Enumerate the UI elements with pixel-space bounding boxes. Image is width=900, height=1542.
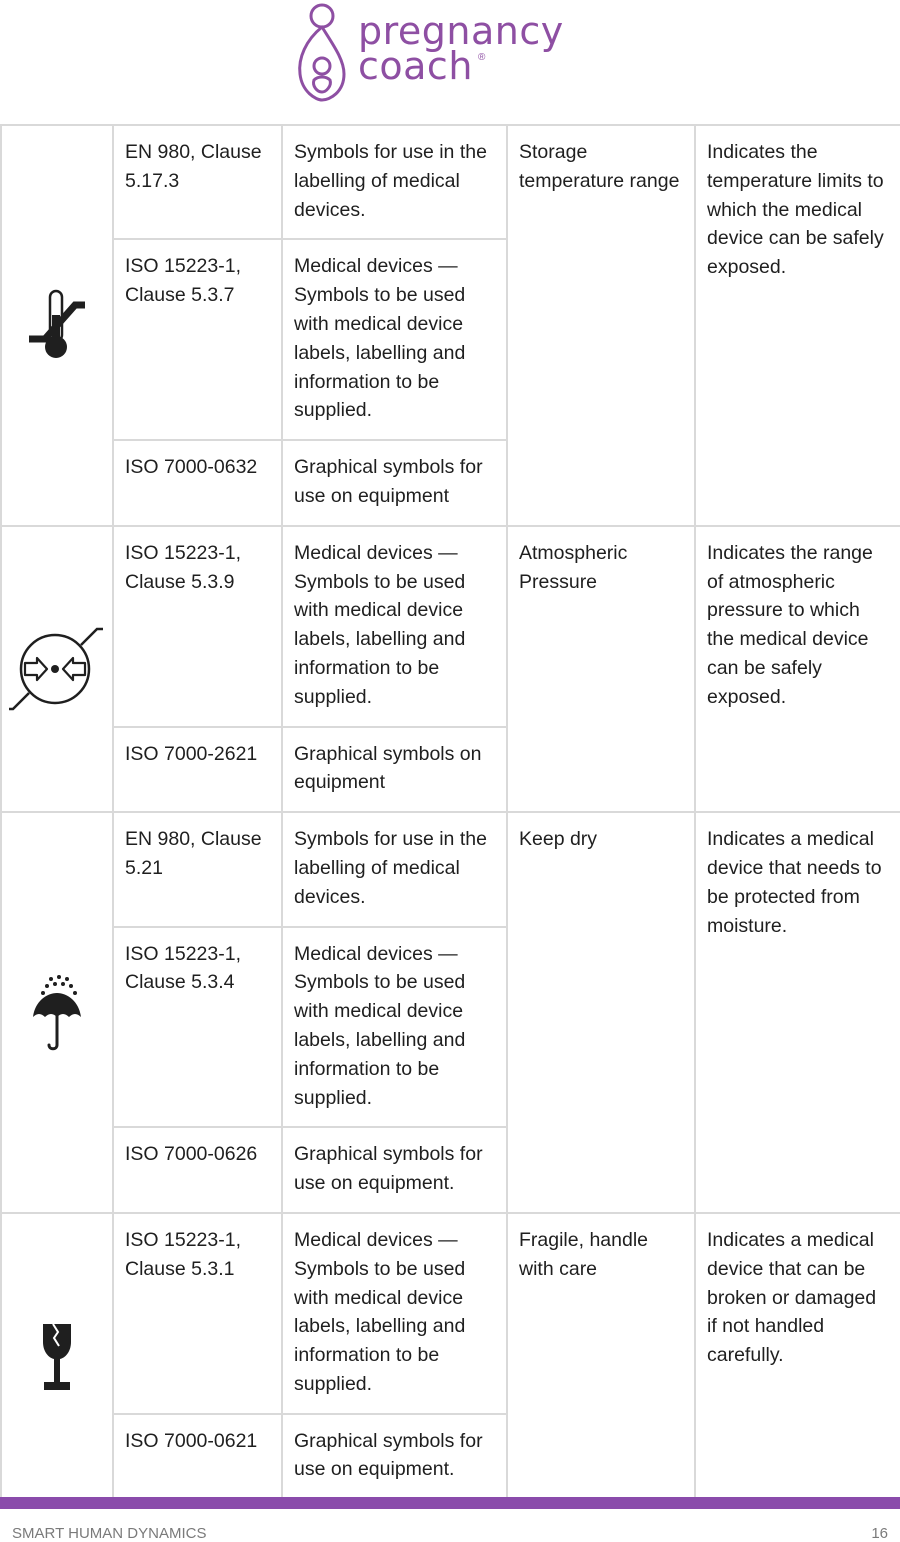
standard-ref: ISO 15223-1, Clause 5.3.1 — [113, 1213, 282, 1414]
standard-title: Medical devices — Symbols to be used with medical device labels, labelling and information to be supplied. — [282, 1213, 507, 1414]
standard-title: Graphical symbols for use on equipment. — [282, 1414, 507, 1500]
standard-ref: ISO 15223-1, Clause 5.3.9 — [113, 526, 282, 727]
logo-mark-icon — [292, 0, 352, 104]
standard-title: Graphical symbols for use on equipment. — [282, 1127, 507, 1213]
standard-title: Medical devices — Symbols to be used with medical device labels, labelling and information to be supplied. — [282, 239, 507, 440]
standard-ref: ISO 7000-0626 — [113, 1127, 282, 1213]
standard-title: Graphical symbols on equipment — [282, 727, 507, 813]
standard-title: Medical devices — Symbols to be used with medical device labels, labelling and information to be supplied. — [282, 526, 507, 727]
standard-ref: ISO 7000-0632 — [113, 440, 282, 526]
logo-text-pregnancy: pregnancy — [358, 9, 564, 53]
symbol-cell — [1, 526, 113, 812]
standard-ref: ISO 7000-2621 — [113, 727, 282, 813]
symbol-cell — [1, 812, 113, 1213]
footer-company: SMART HUMAN DYNAMICS — [12, 1525, 207, 1542]
symbol-cell — [1, 1213, 113, 1499]
standard-ref: ISO 15223-1, Clause 5.3.7 — [113, 239, 282, 440]
standard-ref: ISO 7000-0621 — [113, 1414, 282, 1500]
page-number: 16 — [871, 1525, 888, 1542]
symbol-name: Storage temperature range — [507, 125, 695, 526]
symbol-name: Fragile, handle with care — [507, 1213, 695, 1499]
symbol-description: Indicates a medical device that needs to be protected from moisture. — [695, 812, 900, 1213]
footer-bar — [0, 1497, 900, 1509]
symbol-name: Keep dry — [507, 812, 695, 1213]
symbol-cell — [1, 125, 113, 526]
temperature-limit-icon — [25, 285, 89, 365]
atmospheric-pressure-icon — [9, 623, 105, 715]
logo-text-coach: coach — [358, 44, 473, 88]
standard-title: Medical devices — Symbols to be used with medical device labels, labelling and information to be supplied. — [282, 927, 507, 1128]
standard-title: Symbols for use in the labelling of medical devices. — [282, 812, 507, 926]
pregnancy-coach-logo — [292, 0, 592, 104]
symbol-name: Atmospheric Pressure — [507, 526, 695, 812]
page-header — [0, 0, 900, 110]
table-row — [1, 526, 900, 727]
symbol-description: Indicates the range of atmospheric pressure to which the medical device can be safely exposed. — [695, 526, 900, 812]
table-row — [1, 125, 900, 239]
standard-title: Symbols for use in the labelling of medical devices. — [282, 125, 507, 239]
table-row — [1, 812, 900, 926]
standard-ref: EN 980, Clause 5.21 — [113, 812, 282, 926]
registered-mark: ® — [478, 52, 486, 63]
symbol-description: Indicates a medical device that can be broken or damaged if not handled carefully. — [695, 1213, 900, 1499]
keep-dry-umbrella-icon — [29, 973, 85, 1053]
standard-ref: ISO 15223-1, Clause 5.3.4 — [113, 927, 282, 1128]
standard-ref: EN 980, Clause 5.17.3 — [113, 125, 282, 239]
table-row — [1, 1213, 900, 1414]
fragile-glass-icon — [39, 1320, 75, 1392]
symbols-table — [0, 124, 900, 1500]
standard-title: Graphical symbols for use on equipment — [282, 440, 507, 526]
symbol-description: Indicates the temperature limits to which the medical device can be safely exposed. — [695, 125, 900, 526]
